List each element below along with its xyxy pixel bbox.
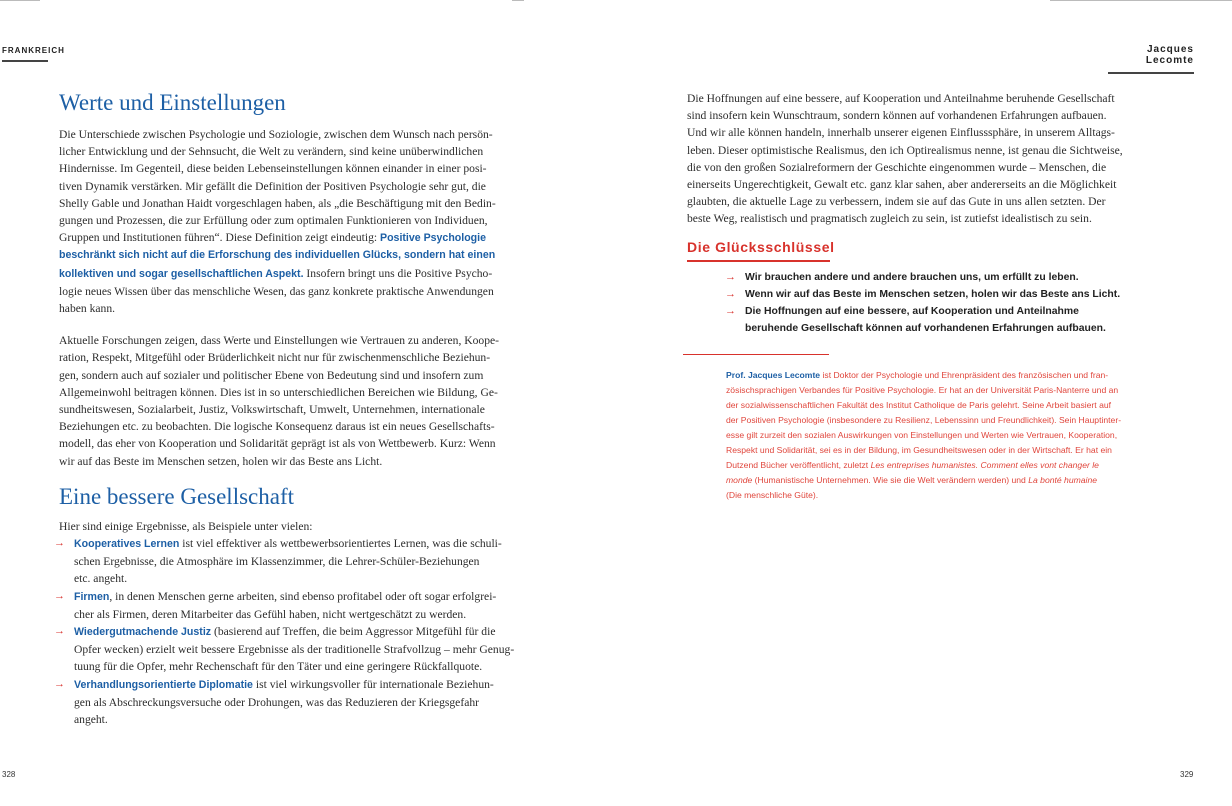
text-line bbox=[726, 368, 1146, 383]
bullets-intro bbox=[59, 518, 515, 535]
section-title-gesellschaft: Eine bessere Gesellschaft bbox=[59, 483, 295, 509]
paragraph-forschung bbox=[59, 332, 515, 470]
highlight-text: kollektiven und sogar gesellschaftlichen Aspekt. bbox=[59, 267, 304, 280]
text-fragment: ist viel effektiver als wettbewerbsorientiertes Lernen, was die schuli- bbox=[179, 537, 502, 551]
text-line: glaubten, die aktuelle Lage zu verbessern, indem sie auf das Gute in uns allen setzten. Der bbox=[687, 195, 1106, 209]
highlight-text: beschränkt sich nicht auf die Erforschung des individuellen Glücks, sondern hat einen bbox=[59, 249, 496, 262]
text-fragment: ist viel wirkungsvoller für internationale Beziehun- bbox=[252, 677, 494, 691]
list-item bbox=[54, 535, 515, 588]
bio-rule bbox=[683, 354, 829, 355]
arrow-right-icon: → bbox=[54, 625, 65, 638]
arrow-right-icon: → bbox=[54, 537, 65, 550]
text-line: Hier sind einige Ergebnisse, als Beispiele unter vielen: bbox=[59, 519, 313, 533]
text-fragment: Gruppen und Institutionen führen“. Diese Definition zeigt eindeutig: bbox=[59, 231, 381, 245]
text-line: ration, Respekt, Mitgefühl oder Brüderlichkeit nicht nur für zwischenmenschliche Beziehun- bbox=[59, 351, 491, 365]
arrow-right-icon: → bbox=[725, 271, 736, 283]
text-line: tuung für die Opfer, mehr Rechenschaft für den Täter und eine geringere Rückfallquote. bbox=[74, 660, 483, 674]
text-line: einerseits Ungerechtigkeit, Gewalt etc. ganz klar sahen, aber andererseits an die Möglichkeit bbox=[687, 178, 1117, 192]
section-title-werte: Werte und Einstellungen bbox=[59, 90, 286, 115]
text-line: etc. angeht. bbox=[74, 572, 128, 586]
paragraph-werte bbox=[59, 126, 515, 317]
highlight-text: Firmen bbox=[74, 590, 110, 603]
text-line: (Die menschliche Güte). bbox=[726, 490, 819, 500]
key-box-rule bbox=[687, 260, 830, 262]
text-line: gungen und Prozessen, die zur Erfüllung oder zum optimalen Funktionieren von Individuen, bbox=[59, 214, 488, 228]
key-list bbox=[725, 269, 1145, 337]
text-line: cher als Firmen, deren Mitarbeiter das Gefühl haben, nicht wertgeschätzt zu werden. bbox=[74, 607, 467, 621]
arrow-right-icon: → bbox=[725, 288, 736, 300]
text-line: Aktuelle Forschungen zeigen, dass Werte und Einstellungen wie Vertrauen zu anderen, Koope- bbox=[59, 334, 500, 348]
text-fragment: (Humanistische Unternehmen. Wie sie die Welt verändern werden) und bbox=[752, 475, 1029, 485]
highlight-text: Wiedergutmachende Justiz bbox=[74, 626, 212, 639]
text-fragment: ist Doktor der Psychologie und Ehrenpräsident des französischen und fran- bbox=[820, 370, 1109, 380]
text-fragment: Dutzend Bücher veröffentlicht, zuletzt bbox=[726, 460, 871, 470]
text-line: der Positiven Psychologie (insbesondere zu Resilienz, Lebenssinn und Freundlichkeit). Sein Hauptinter- bbox=[726, 415, 1122, 425]
text-fragment: (basierend auf Treffen, die beim Aggressor Mitgefühl für die bbox=[211, 625, 496, 639]
book-title: Les entreprises humanistes. Comment elles vont changer le bbox=[870, 460, 1099, 470]
text-line: tiven Dynamik verstärken. Mir gefällt die Definition der Positiven Psychologie sehr gut, die bbox=[59, 179, 486, 193]
text-line: angeht. bbox=[74, 713, 108, 727]
text-line: Und wir alle können handeln, innerhalb unserer eigenen Einflusssphäre, in unserem Alltags- bbox=[687, 126, 1115, 140]
text-line: haben kann. bbox=[59, 302, 116, 316]
text-line: Shelly Gable und Jonathan Haidt vorgeschlagen haben, als „die Beschäftigung mit den Bedin- bbox=[59, 196, 496, 210]
text-line bbox=[74, 623, 515, 641]
list-item bbox=[54, 588, 515, 623]
text-line: modell, das eher von Kooperation und Solidarität geprägt ist als von Wettbewerb. Kurz: Wenn bbox=[59, 437, 496, 451]
page-number-right: 329 bbox=[1180, 770, 1194, 779]
text-line bbox=[74, 588, 515, 606]
text-line: Die Hoffnungen auf eine bessere, auf Kooperation und Anteilnahme beruhende Gesellschaft bbox=[687, 92, 1115, 105]
book-title: La bonté humaine bbox=[1028, 475, 1098, 485]
text-line: die von den großen Sozialreformern der Geschichte eingenommen wurde – Menschen, die bbox=[687, 160, 1107, 174]
list-item bbox=[725, 303, 1145, 337]
text-line: leben. Dieser optimistische Realismus, den ich Optirealismus nenne, ist genau die Sichtweise, bbox=[687, 143, 1123, 157]
text-line: gen, sondern auch auf sozialer und politischer Ebene von Bedeutung sind und insofern zum bbox=[59, 368, 484, 382]
text-line: licher Entwicklung und der Sehnsucht, die Welt zu verändern, sind keine unüberwindlichen bbox=[59, 145, 484, 159]
text-line: wir auf das Beste im Menschen setzen, holen wir das Beste ans Licht. bbox=[59, 454, 383, 468]
key-box-title: Die Glücksschlüssel bbox=[687, 239, 835, 255]
running-header-right: Jacques Lecomte bbox=[1108, 44, 1194, 74]
text-line bbox=[726, 473, 1146, 488]
highlight-text: Kooperatives Lernen bbox=[74, 538, 180, 551]
text-line: sundheitswesen, Sozialarbeit, Justiz, Volkswirtschaft, Umwelt, Unternehmen, internationale bbox=[59, 403, 485, 417]
text-line: Wenn wir auf das Beste im Menschen setzen, holen wir das Beste ans Licht. bbox=[745, 289, 1121, 300]
text-fragment: , in denen Menschen gerne arbeiten, sind ebenso profitabel oder oft sogar erfolgrei- bbox=[109, 589, 497, 603]
text-line: esse gilt zurzeit den sozialen Auswirkungen von Einstellungen und Werten wie Vertrauen, Kooperation, bbox=[726, 430, 1118, 440]
list-item bbox=[54, 623, 515, 676]
text-line: Beziehungen etc. zu beobachten. Die logische Konsequenz daraus ist ein neues Gesellschafts- bbox=[59, 420, 495, 434]
text-line: Respekt und Solidarität, sei es in der Bildung, im Gesundheitswesen oder in der Wirtschaft. Er hat ein bbox=[726, 445, 1112, 455]
arrow-right-icon: → bbox=[725, 305, 736, 317]
left-page-content bbox=[54, 90, 515, 728]
text-line: Opfer wecken) erzielt weit bessere Ergebnisse als der traditionelle Strafvollzug – mehr Genug- bbox=[74, 643, 515, 657]
text-line: Die Unterschiede zwischen Psychologie und Soziologie, zwischen dem Wunsch nach persön- bbox=[59, 128, 493, 141]
text-line bbox=[59, 229, 515, 247]
author-name: Prof. Jacques Lecomte bbox=[726, 370, 821, 380]
results-list bbox=[54, 535, 515, 728]
list-item bbox=[725, 286, 1145, 303]
highlight-text: Positive Psychologie bbox=[380, 232, 486, 245]
text-line bbox=[74, 676, 515, 694]
text-line: gen als Abschreckungsversuche oder Drohungen, was das Reduzieren der Kriegsgefahr bbox=[74, 695, 479, 709]
text-line: Wir brauchen andere und andere brauchen uns, um erfüllt zu leben. bbox=[745, 272, 1079, 283]
highlight-text: Verhandlungsorientierte Diplomatie bbox=[74, 678, 253, 691]
top-rule-left bbox=[0, 0, 40, 1]
text-line bbox=[74, 535, 515, 553]
text-line: beste Weg, realistisch und pragmatisch zugleich zu sein, ist zutiefst idealistisch zu sein. bbox=[687, 212, 1092, 226]
arrow-right-icon: → bbox=[54, 677, 65, 690]
paragraph-hoffnungen bbox=[687, 90, 1157, 228]
top-rule-right bbox=[1050, 0, 1232, 1]
text-line bbox=[59, 265, 515, 283]
text-fragment: Insofern bringt uns die Positive Psycho- bbox=[303, 266, 493, 280]
text-line: beruhende Gesellschaft können auf vorhandenen Erfahrungen aufbauen. bbox=[745, 323, 1106, 334]
text-line: der sozialwissenschaftlichen Fakultät des Institut Catholique de Paris gelehrt. Seine Arbeit basiert auf bbox=[726, 400, 1112, 410]
book-title: monde bbox=[726, 475, 753, 485]
text-line: sind insofern kein Wunschtraum, sondern können auf vorhandenen Erfahrungen aufbauen. bbox=[687, 109, 1107, 123]
list-item bbox=[54, 676, 515, 729]
text-line: Allgemeinwohl beitragen können. Dies ist in so unterschiedlichen Bereichen wie Bildung, Ge- bbox=[59, 385, 498, 399]
arrow-right-icon: → bbox=[54, 589, 65, 602]
page-number-left: 328 bbox=[2, 770, 16, 779]
text-line: Die Hoffnungen auf eine bessere, auf Kooperation und Anteilnahme bbox=[745, 306, 1079, 317]
running-header-left: FRANKREICH bbox=[2, 46, 48, 62]
text-line: logie neues Wissen über das menschliche Wesen, das ganz konkrete praktische Anwendungen bbox=[59, 284, 494, 298]
author-bio bbox=[726, 368, 1146, 503]
text-line bbox=[726, 458, 1146, 473]
top-rule-center bbox=[512, 0, 524, 1]
text-line: schen Ergebnisse, die Atmosphäre im Klassenzimmer, die Lehrer-Schüler-Beziehungen bbox=[74, 555, 480, 569]
text-line: zösischsprachigen Verbandes für Positive Psychologie. Er hat an der Universität Paris-Nanterre und an bbox=[726, 385, 1119, 395]
list-item bbox=[725, 269, 1145, 286]
right-page-content bbox=[687, 90, 1157, 228]
text-line: Hindernisse. Im Gegenteil, diese beiden Lebenseinstellungen können einander in einer posi- bbox=[59, 162, 487, 176]
